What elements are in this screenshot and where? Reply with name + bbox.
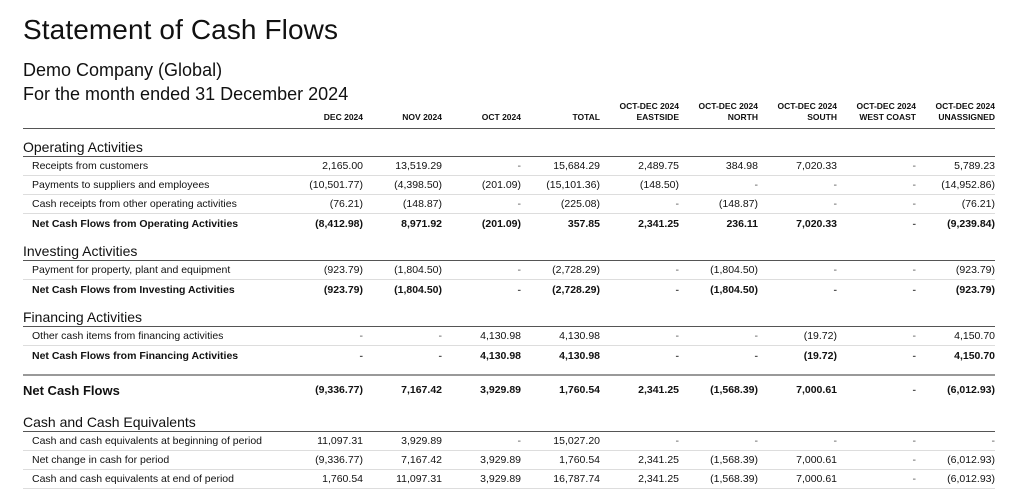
- value-cell: 357.85: [567, 217, 600, 230]
- value-cell: (6,012.93): [947, 384, 995, 396]
- value-cell: 2,341.25: [638, 217, 679, 230]
- value-cell: 2,341.25: [638, 384, 679, 396]
- value-cell: 7,167.42: [401, 384, 442, 396]
- table-row: [23, 195, 995, 214]
- value-cell: 5,789.23: [954, 160, 995, 172]
- column-header: [916, 101, 995, 127]
- column-header: [600, 101, 679, 127]
- value-cell: (9,336.77): [315, 454, 363, 466]
- value-cell: 3,929.89: [401, 435, 442, 447]
- value-cell: -: [754, 435, 758, 447]
- row-label: Receipts from customers: [32, 160, 149, 172]
- value-cell: -: [833, 198, 837, 210]
- table-row: [23, 176, 995, 195]
- value-cell: 11,097.31: [396, 473, 442, 485]
- column-header: [363, 112, 442, 127]
- value-cell: (19.72): [803, 330, 837, 342]
- value-cell: -: [912, 160, 916, 172]
- value-cell: (923.79): [323, 264, 363, 276]
- value-cell: 2,489.75: [638, 160, 679, 172]
- value-cell: -: [833, 283, 837, 296]
- value-cell: 3,929.89: [480, 473, 521, 485]
- value-cell: 8,971.92: [401, 217, 442, 230]
- value-cell: (14,952.86): [941, 179, 995, 191]
- table-row: [23, 327, 995, 346]
- total-row: [23, 214, 995, 233]
- column-header-line: NORTH: [727, 112, 758, 122]
- column-header-line: OCT 2024: [481, 112, 521, 122]
- column-header-line: OCT-DEC 2024: [777, 101, 837, 111]
- value-cell: -: [912, 473, 916, 485]
- value-cell: 11,097.31: [317, 435, 363, 447]
- value-cell: -: [912, 435, 916, 447]
- value-cell: -: [912, 179, 916, 191]
- column-header-line: TOTAL: [572, 112, 600, 122]
- column-header-line: WEST COAST: [859, 112, 916, 122]
- value-cell: -: [675, 198, 679, 210]
- value-cell: 1,760.54: [559, 384, 600, 396]
- value-cell: (4,398.50): [394, 179, 442, 191]
- row-label: Payments to suppliers and employees: [32, 179, 210, 191]
- value-cell: 7,000.61: [796, 384, 837, 396]
- value-cell: -: [438, 330, 442, 342]
- column-header: [284, 112, 363, 127]
- value-cell: (15,101.36): [546, 179, 600, 191]
- row-label: Net Cash Flows from Investing Activities: [32, 283, 235, 296]
- column-header-line: OCT-DEC 2024: [856, 101, 916, 111]
- value-cell: -: [912, 330, 916, 342]
- value-cell: 7,167.42: [401, 454, 442, 466]
- value-cell: -: [517, 198, 521, 210]
- value-cell: (19.72): [803, 349, 837, 362]
- value-cell: -: [359, 330, 363, 342]
- value-cell: 3,929.89: [480, 454, 521, 466]
- value-cell: 4,130.98: [480, 330, 521, 342]
- table-row: [23, 261, 995, 280]
- row-label: Net Cash Flows: [23, 382, 120, 398]
- column-header: [758, 101, 837, 127]
- value-cell: (10,501.77): [309, 179, 363, 191]
- value-cell: (9,239.84): [947, 217, 995, 230]
- table-row: [23, 432, 995, 451]
- value-cell: (923.79): [323, 283, 363, 296]
- total-row: [23, 280, 995, 299]
- column-header-line: EASTSIDE: [636, 112, 679, 122]
- value-cell: 1,760.54: [559, 454, 600, 466]
- value-cell: (6,012.93): [947, 473, 995, 485]
- value-cell: 7,020.33: [796, 217, 837, 230]
- row-label: Cash and cash equivalents at beginning of period: [32, 435, 262, 447]
- value-cell: (201.09): [481, 179, 521, 191]
- value-cell: 4,150.70: [954, 349, 995, 362]
- value-cell: 236.11: [726, 217, 758, 230]
- value-cell: 2,165.00: [322, 160, 363, 172]
- column-header-line: NOV 2024: [402, 112, 442, 122]
- report-period: For the month ended 31 December 2024: [23, 84, 349, 104]
- value-cell: -: [912, 349, 916, 362]
- value-cell: 4,130.98: [559, 349, 600, 362]
- value-cell: (1,804.50): [710, 283, 758, 296]
- value-cell: -: [517, 435, 521, 447]
- section-title: Cash and Cash Equivalents: [23, 404, 995, 432]
- value-cell: -: [754, 330, 758, 342]
- value-cell: (225.08): [560, 198, 600, 210]
- column-header-line: DEC 2024: [323, 112, 363, 122]
- total-row: [23, 346, 995, 365]
- row-label: Payment for property, plant and equipment: [32, 264, 231, 276]
- column-header-line: SOUTH: [807, 112, 837, 122]
- section-title: Operating Activities: [23, 129, 995, 157]
- value-cell: 2,341.25: [638, 454, 679, 466]
- section-title: Investing Activities: [23, 233, 995, 261]
- value-cell: 3,929.89: [480, 384, 521, 396]
- value-cell: -: [517, 160, 521, 172]
- value-cell: (2,728.29): [552, 283, 600, 296]
- value-cell: -: [912, 217, 916, 230]
- value-cell: 15,684.29: [553, 160, 600, 172]
- column-header: [442, 112, 521, 127]
- value-cell: (76.21): [961, 198, 995, 210]
- row-label: Cash receipts from other operating activities: [32, 198, 237, 210]
- value-cell: -: [912, 198, 916, 210]
- value-cell: -: [912, 384, 916, 396]
- value-cell: 7,000.61: [796, 454, 837, 466]
- column-header-row: [23, 101, 995, 129]
- value-cell: -: [912, 264, 916, 276]
- row-label: Net Cash Flows from Operating Activities: [32, 217, 239, 230]
- value-cell: -: [675, 330, 679, 342]
- section: [23, 233, 995, 299]
- value-cell: (148.50): [639, 179, 679, 191]
- table-row: [23, 470, 995, 489]
- section-title: Financing Activities: [23, 299, 995, 327]
- value-cell: 15,027.20: [553, 435, 600, 447]
- value-cell: 7,000.61: [796, 473, 837, 485]
- value-cell: (1,804.50): [710, 264, 758, 276]
- value-cell: 4,150.70: [954, 330, 995, 342]
- value-cell: 4,130.98: [559, 330, 600, 342]
- section: [23, 299, 995, 365]
- value-cell: -: [833, 264, 837, 276]
- value-cell: -: [833, 179, 837, 191]
- value-cell: -: [517, 283, 521, 296]
- value-cell: (923.79): [955, 264, 995, 276]
- value-cell: (76.21): [329, 198, 363, 210]
- value-cell: (9,336.77): [315, 384, 363, 396]
- value-cell: -: [754, 179, 758, 191]
- column-header: [679, 101, 758, 127]
- value-cell: -: [675, 283, 679, 296]
- value-cell: (148.87): [402, 198, 442, 210]
- value-cell: -: [754, 349, 758, 362]
- value-cell: 13,519.29: [395, 160, 442, 172]
- value-cell: (923.79): [955, 283, 995, 296]
- company-name: Demo Company (Global): [23, 60, 223, 80]
- value-cell: -: [438, 349, 442, 362]
- value-cell: -: [675, 349, 679, 362]
- value-cell: (2,728.29): [552, 264, 600, 276]
- value-cell: -: [991, 435, 995, 447]
- column-header-line: OCT-DEC 2024: [935, 101, 995, 111]
- column-header: [837, 101, 916, 127]
- value-cell: (201.09): [481, 217, 521, 230]
- value-cell: -: [675, 435, 679, 447]
- table-row: [23, 157, 995, 176]
- column-header-line: UNASSIGNED: [938, 112, 995, 122]
- value-cell: 7,020.33: [796, 160, 837, 172]
- net-cash-flows-row: [23, 374, 995, 404]
- value-cell: (1,568.39): [710, 473, 758, 485]
- row-label: Cash and cash equivalents at end of period: [32, 473, 234, 485]
- table-row: [23, 451, 995, 470]
- value-cell: 1,760.54: [322, 473, 363, 485]
- report-table: [23, 101, 995, 489]
- value-cell: (1,568.39): [710, 454, 758, 466]
- value-cell: (1,804.50): [394, 264, 442, 276]
- page-title: Statement of Cash Flows: [23, 14, 339, 45]
- section: [23, 129, 995, 233]
- value-cell: -: [675, 264, 679, 276]
- row-label: Other cash items from financing activities: [32, 330, 224, 342]
- value-cell: 16,787.74: [553, 473, 600, 485]
- value-cell: (1,568.39): [710, 384, 758, 396]
- column-header-line: OCT-DEC 2024: [698, 101, 758, 111]
- value-cell: -: [912, 283, 916, 296]
- row-label: Net change in cash for period: [32, 454, 170, 466]
- value-cell: -: [912, 454, 916, 466]
- value-cell: 4,130.98: [480, 349, 521, 362]
- value-cell: (8,412.98): [315, 217, 363, 230]
- row-label: Net Cash Flows from Financing Activities: [32, 349, 239, 362]
- column-header: [521, 112, 600, 127]
- value-cell: (1,804.50): [394, 283, 442, 296]
- value-cell: (148.87): [718, 198, 758, 210]
- column-header-line: OCT-DEC 2024: [619, 101, 679, 111]
- value-cell: -: [517, 264, 521, 276]
- value-cell: (6,012.93): [947, 454, 995, 466]
- value-cell: 2,341.25: [638, 473, 679, 485]
- section: [23, 404, 995, 489]
- value-cell: -: [359, 349, 363, 362]
- value-cell: -: [833, 435, 837, 447]
- value-cell: 384.98: [725, 160, 758, 172]
